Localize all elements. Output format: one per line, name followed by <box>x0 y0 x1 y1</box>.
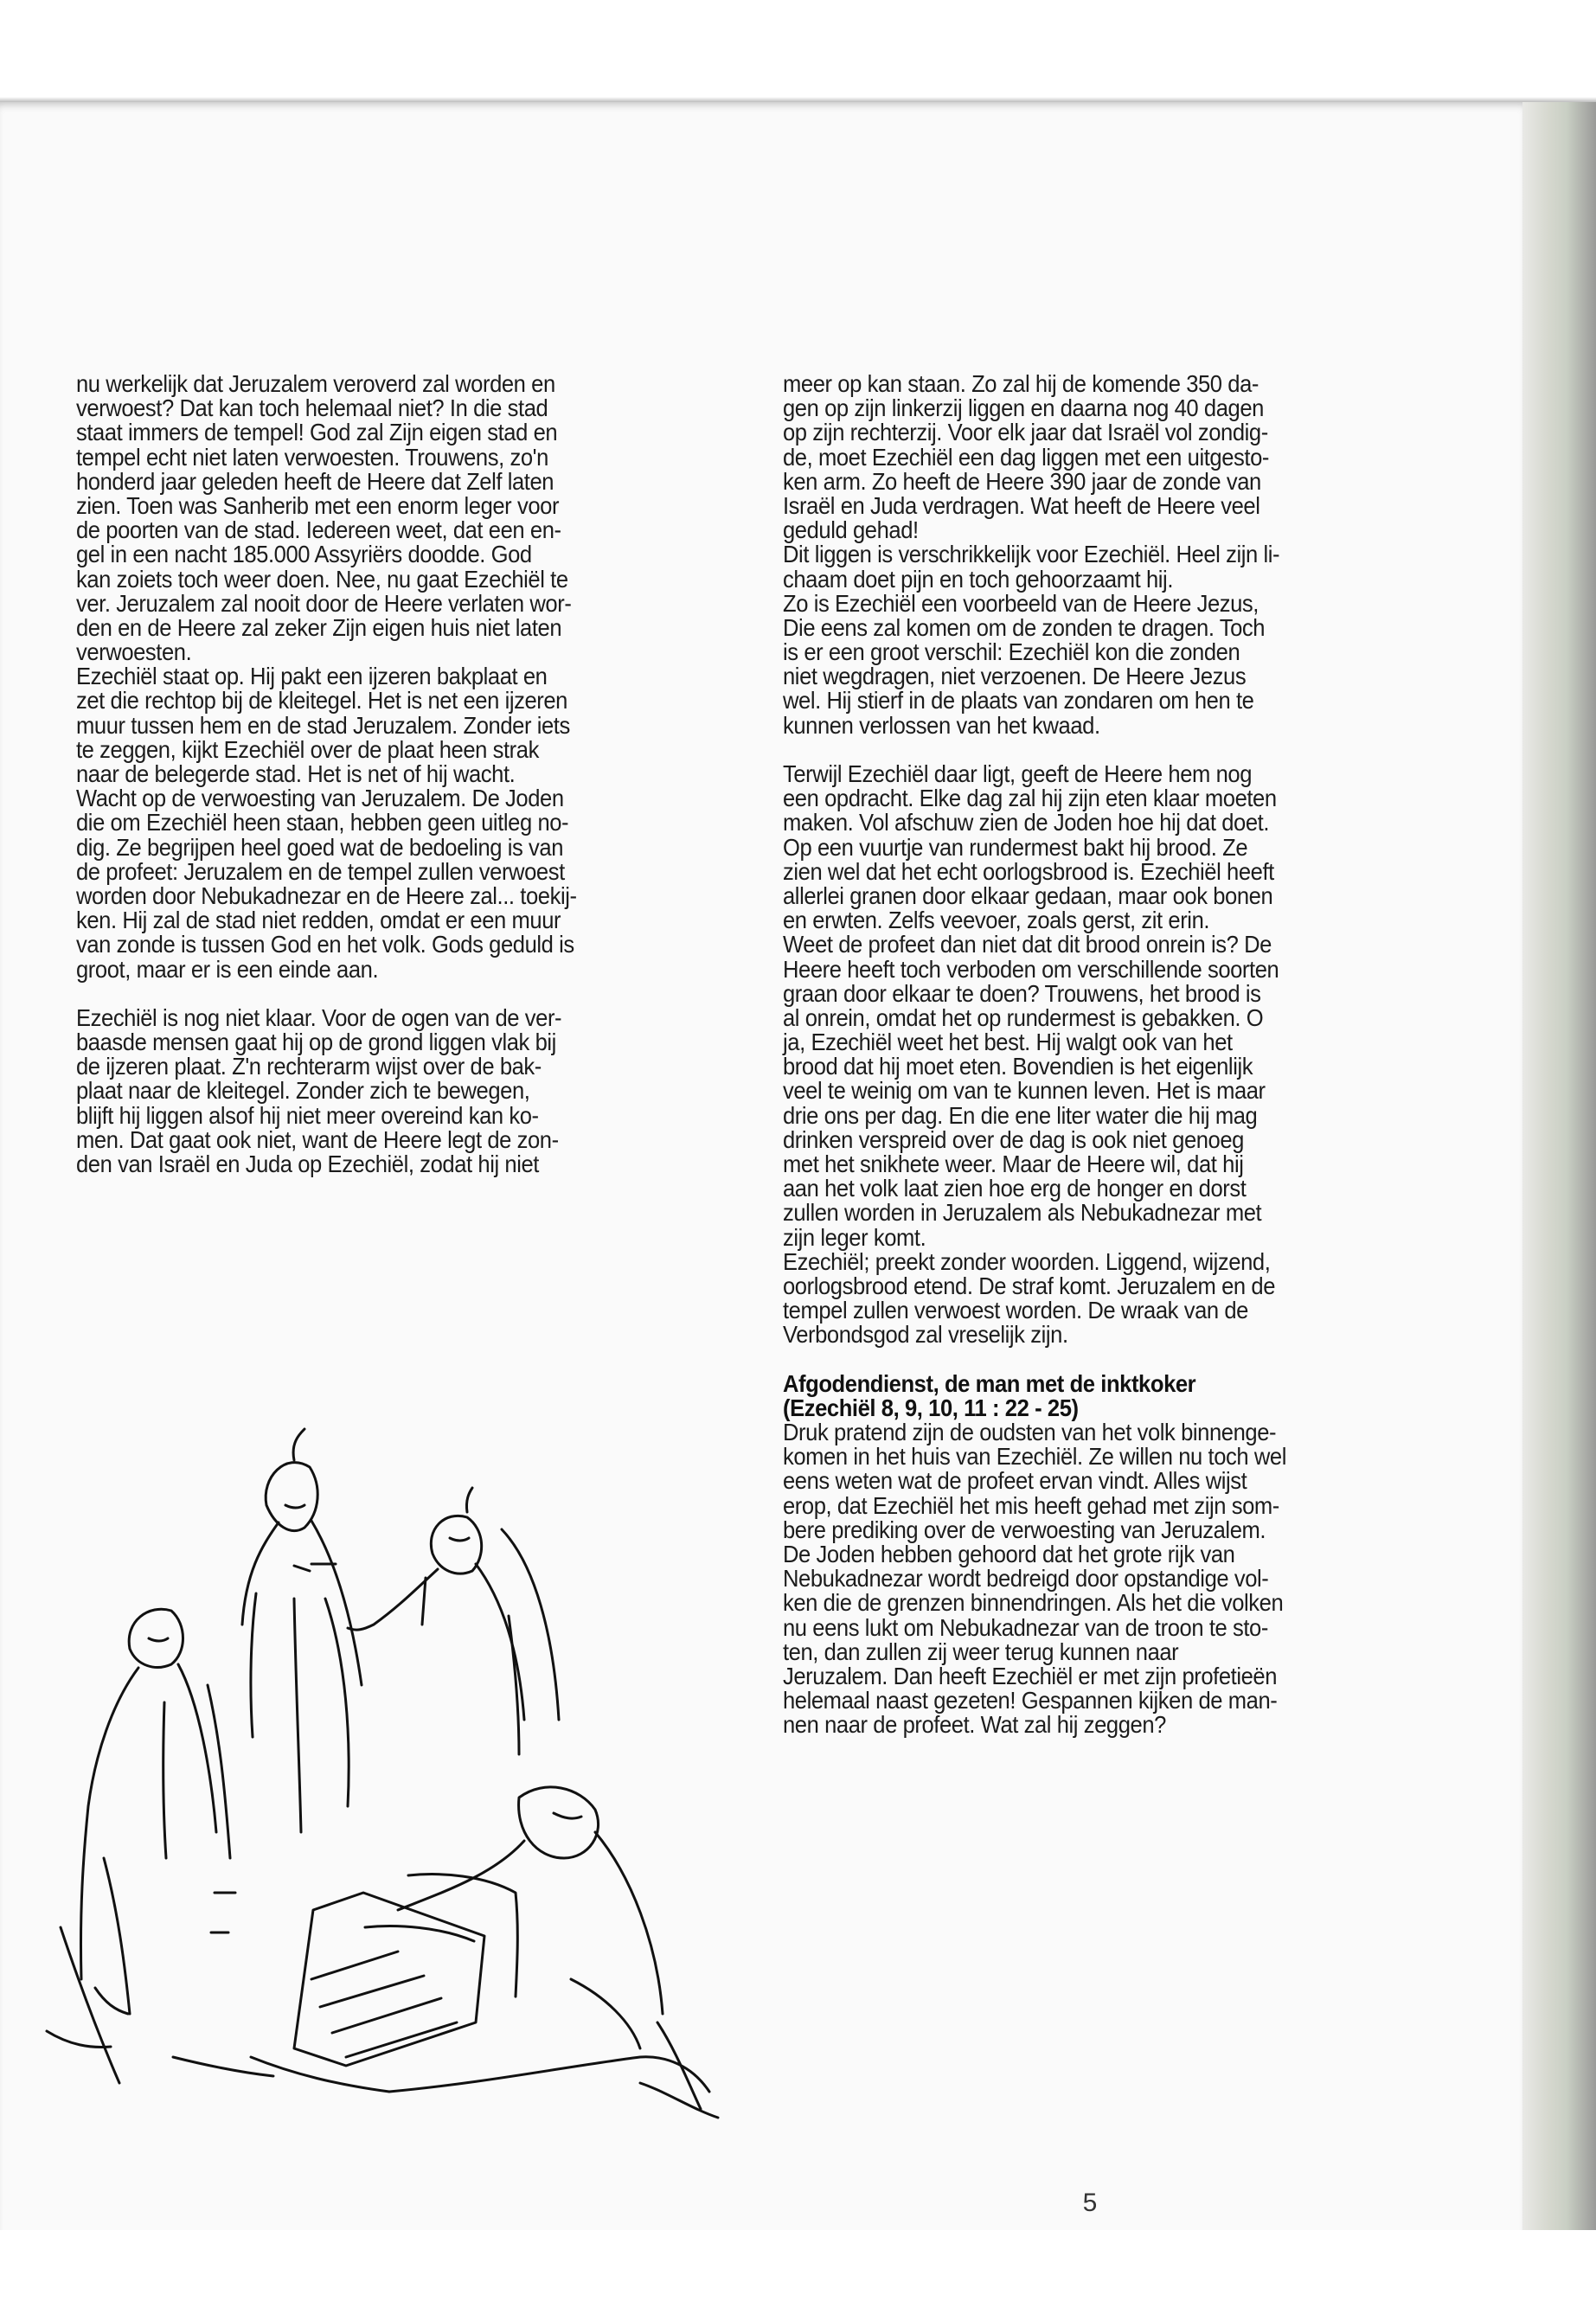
text-line: De Joden hebben gehoord dat het grote rijk van <box>783 1541 1235 1567</box>
text-line: wel. Hij stierf in de plaats van zondaren om hen te <box>783 687 1254 715</box>
text-line: ken. Hij zal de stad niet redden, omdat er een muur <box>76 907 561 934</box>
text-line: drinken verspreid over de dag is ook niet genoeg <box>783 1125 1244 1153</box>
text-line: nu werkelijk dat Jeruzalem veroverd zal worden en <box>76 370 555 397</box>
text-line: Weet de profeet dan niet dat dit brood onrein is? De <box>783 931 1272 958</box>
text-line: zien. Toen was Sanherib met een enorm leger voor <box>76 491 560 519</box>
text-line: den en de Heere zal zeker Zijn eigen huis niet laten <box>76 613 562 641</box>
text-line: worden door Nebukadnezar en de Heere zal... toekij- <box>76 881 577 909</box>
text-line: verwoest? Dat kan toch helemaal niet? In die stad <box>76 394 548 422</box>
text-line: blijft hij liggen alsof hij niet meer overeind kan ko- <box>76 1101 539 1129</box>
text-line: zien wel dat het echt oorlogsbrood is. Ezechiël heeft <box>783 857 1274 885</box>
book-page-edge <box>1522 102 1596 2230</box>
text-line: plaat naar de kleitegel. Zonder zich te bewegen, <box>76 1077 530 1105</box>
text-line: maken. Vol afschuw zien de Joden hoe hij dat doet. <box>783 809 1270 836</box>
text-line: de poorten van de stad. Iedereen weet, dat een en- <box>76 516 561 544</box>
text-line: veel te weinig om van te kunnen leven. Het is maar <box>783 1077 1266 1105</box>
text-line: verwoesten. <box>76 638 192 666</box>
text-line: komen in het huis van Ezechiël. Ze willen nu toch wel <box>783 1443 1287 1471</box>
text-line: baasde mensen gaat hij op de grond liggen vlak bij <box>76 1029 556 1056</box>
text-line: die om Ezechiël heen staan, hebben geen uitleg no- <box>76 809 569 836</box>
text-line: helemaal naast gezeten! Gespannen kijken de man- <box>783 1687 1278 1715</box>
text-line: ten, dan zullen zij weer terug kunnen naar <box>783 1638 1179 1665</box>
text-line: naar de belegerde stad. Het is net of hij wacht. <box>76 760 516 787</box>
text-line: al onrein, omdat het op rundermest is gebakken. O <box>783 1003 1264 1031</box>
text-line: gen op zijn linkerzij liggen en daarna nog 40 dagen <box>783 394 1264 422</box>
text-line: Druk pratend zijn de oudsten van het volk binnenge- <box>783 1419 1277 1446</box>
text-line: de, moet Ezechiël een dag liggen met een uitgesto- <box>783 443 1269 471</box>
text-line: allerlei granen door elkaar gedaan, maar ook bonen <box>783 881 1273 909</box>
text-line: nu eens lukt om Nebukadnezar van de troon te sto- <box>783 1613 1268 1641</box>
page-number: 5 <box>1082 2189 1098 2217</box>
text-line: brood dat hij moet eten. Bovendien is het eigenlijk <box>783 1053 1253 1080</box>
text-line: kan zoiets toch weer doen. Nee, nu gaat Ezechiël te <box>76 565 568 593</box>
text-line: van zonde is tussen God en het volk. Gods geduld is <box>76 931 574 958</box>
text-line: tempel zullen verwoest worden. De wraak van de <box>783 1297 1249 1324</box>
text-line: Israël en Juda verdragen. Wat heeft de Heere veel <box>783 491 1260 519</box>
book-page <box>0 102 1522 2230</box>
text-line: eens weten wat de profeet ervan vindt. Alles wijst <box>783 1467 1247 1495</box>
text-line: erop, dat Ezechiël het mis heeft gehad met zijn som- <box>783 1491 1279 1519</box>
text-line: tempel echt niet laten verwoesten. Trouwens, zo'n <box>76 443 548 471</box>
text-line: ken arm. Zo heeft de Heere 390 jaar de zonde van <box>783 467 1261 495</box>
section-heading-reference: (Ezechiël 8, 9, 10, 11 : 22 - 25) <box>783 1394 1079 1421</box>
text-line: Op een vuurtje van rundermest bakt hij brood. Ze <box>783 833 1248 861</box>
paragraph-gap <box>783 1348 1346 1372</box>
text-line: dig. Ze begrijpen heel goed wat de bedoeling is van <box>76 833 564 861</box>
left-column-text <box>76 372 639 1176</box>
text-line: en erwten. Zelfs veevoer, zoals gerst, zit erin. <box>783 907 1210 934</box>
right-column-text <box>783 372 1346 1738</box>
text-line: graan door elkaar te doen? Trouwens, het brood is <box>783 979 1261 1007</box>
text-line: honderd jaar geleden heeft de Heere dat Zelf laten <box>76 467 554 495</box>
text-line: Heere heeft toch verboden om verschillende soorten <box>783 955 1279 983</box>
text-line: met het snikhete weer. Maar de Heere wil, dat hij <box>783 1150 1244 1177</box>
text-line: groot, maar er is een einde aan. <box>76 955 379 983</box>
text-line: Terwijl Ezechiël daar ligt, geeft de Heere hem nog <box>783 760 1253 787</box>
text-line: Jeruzalem. Dan heeft Ezechiël er met zijn profetieën <box>783 1662 1278 1689</box>
text-line: Nebukadnezar wordt bedreigd door opstandige vol- <box>783 1565 1269 1593</box>
text-line: muur tussen hem en de stad Jeruzalem. Zonder iets <box>76 711 570 739</box>
text-line: Die eens zal komen om de zonden te dragen. Toch <box>783 613 1266 641</box>
text-line: ver. Jeruzalem zal nooit door de Heere verlaten wor- <box>76 589 572 617</box>
text-line: de profeet: Jeruzalem en de tempel zullen verwoest <box>76 857 565 885</box>
text-line: ken die de grenzen binnendringen. Als het die volken <box>783 1589 1284 1617</box>
scan-border-bottom <box>0 2230 1596 2301</box>
text-line: geduld gehad! <box>783 516 919 544</box>
text-line: chaam doet pijn en toch gehoorzaamt hij. <box>783 565 1174 593</box>
text-line: aan het volk laat zien hoe erg de honger en dorst <box>783 1175 1247 1202</box>
text-line: Verbondsgod zal vreselijk zijn. <box>783 1321 1068 1349</box>
text-line: Ezechiël is nog niet klaar. Voor de ogen van de ver- <box>76 1003 562 1031</box>
text-line: een opdracht. Elke dag zal hij zijn eten klaar moeten <box>783 785 1277 812</box>
text-line: Zo is Ezechiël een voorbeeld van de Heere Jezus, <box>783 589 1259 617</box>
text-line: staat immers de tempel! God zal Zijn eigen stad en <box>76 419 558 446</box>
text-line: te zeggen, kijkt Ezechiël over de plaat heen strak <box>76 735 539 763</box>
ezekiel-line-drawing <box>35 1426 727 2135</box>
text-line: bere prediking over de verwoesting van Jeruzalem. <box>783 1516 1266 1543</box>
paragraph-gap <box>76 982 639 1006</box>
text-line: meer op kan staan. Zo zal hij de komende 350 da- <box>783 370 1259 397</box>
text-line: zullen worden in Jeruzalem als Nebukadnezar met <box>783 1199 1262 1227</box>
text-line: niet wegdragen, niet verzoenen. De Heere Jezus <box>783 663 1247 690</box>
text-line: gel in een nacht 185.000 Assyriërs doodde. God <box>76 541 532 568</box>
text-line: Dit liggen is verschrikkelijk voor Ezechiël. Heel zijn li- <box>783 541 1280 568</box>
text-line: Wacht op de verwoesting van Jeruzalem. De Joden <box>76 785 564 812</box>
section-heading: Afgodendienst, de man met de inktkoker <box>783 1369 1196 1397</box>
scan-border-top <box>0 0 1596 102</box>
text-line: is er een groot verschil: Ezechiël kon die zonden <box>783 638 1240 666</box>
text-line: Ezechiël; preekt zonder woorden. Liggend, wijzend, <box>783 1247 1271 1275</box>
text-line: den van Israël en Juda op Ezechiël, zodat hij niet <box>76 1150 539 1177</box>
text-line: zijn leger komt. <box>783 1223 926 1251</box>
text-line: zet die rechtop bij de kleitegel. Het is net een ijzeren <box>76 687 567 715</box>
text-line: nen naar de profeet. Wat zal hij zeggen? <box>783 1711 1166 1739</box>
text-line: oorlogsbrood etend. De straf komt. Jeruzalem en de <box>783 1272 1276 1299</box>
text-line: de ijzeren plaat. Z'n rechterarm wijst over de bak- <box>76 1053 542 1080</box>
text-line: men. Dat gaat ook niet, want de Heere legt de zon- <box>76 1125 559 1153</box>
text-line: ja, Ezechiël weet het best. Hij walgt ook van het <box>783 1029 1233 1056</box>
text-line: op zijn rechterzij. Voor elk jaar dat Israël vol zondig- <box>783 419 1268 446</box>
paragraph-gap <box>783 738 1346 762</box>
text-line: kunnen verlossen van het kwaad. <box>783 711 1100 739</box>
text-line: Ezechiël staat op. Hij pakt een ijzeren bakplaat en <box>76 663 548 690</box>
text-line: drie ons per dag. En die ene liter water die hij mag <box>783 1101 1258 1129</box>
